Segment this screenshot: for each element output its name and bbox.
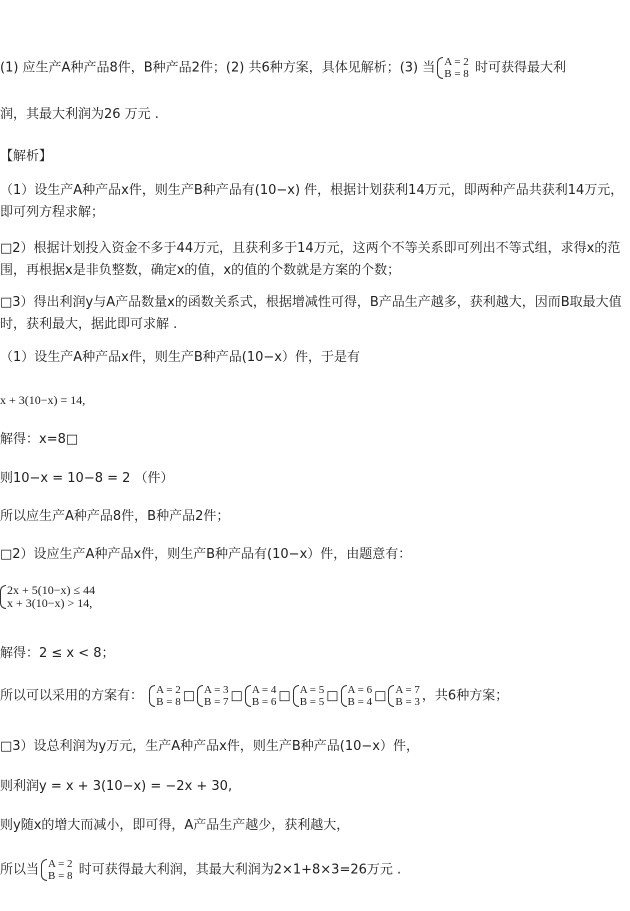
analysis-paragraph-3: □3）得出利润y与A产品数量x的函数关系式，根据增减性可得，B产品生产越多，获利越大，因而B取最大值时，获利最大，据此即可求解 . — [0, 295, 622, 332]
system-row: 2x + 5(10−x) ≤ 44 — [7, 583, 96, 597]
plan-system — [149, 684, 181, 708]
separator: □ — [182, 688, 195, 704]
analysis-paragraph-2: □2）根据计划投入资金不多于44万元，且获利多于14万元，这两个不等关系即可列出不等式组，求得x的范围，再根据x是非负整数，确定x的值，x的值的个数就是方案的个数； — [0, 241, 621, 278]
plans-tail: ，共6种方案； — [421, 688, 509, 704]
system-row: A = 5 — [299, 684, 325, 696]
plan-system — [197, 684, 229, 708]
conclusion-text: 所以当 — [0, 862, 40, 878]
sol3-conclusion — [0, 858, 401, 882]
sol1-solve: 解得：x=8□ — [0, 432, 79, 447]
system-row: B = 8 — [444, 68, 469, 80]
separator: □ — [326, 688, 339, 704]
plan-system — [245, 684, 277, 708]
system-row: A = 7 — [395, 684, 420, 696]
answer-text: (1) 应生产A种产品8件，B种产品2件；(2) 共6种方案，具体见解析；(3) 当 — [0, 60, 436, 76]
separator: □ — [230, 688, 243, 704]
separator: □ — [278, 688, 291, 704]
plan-system — [293, 684, 325, 708]
sol2-intro: □2）设应生产A种产品x件，则生产B种产品有(10−x）件，由题意有： — [0, 547, 412, 562]
sol2-solve: 解得：2 ≤ x < 8； — [0, 646, 115, 661]
system-row: x + 3(10−x) > 14, — [7, 596, 93, 610]
system-row: A = 4 — [251, 684, 277, 696]
analysis-paragraph-1: （1）设生产A种产品x件，则生产B种产品有(10−x) 件，根据计划获利14万元，即两种产品共获利14万元，即可列方程求解； — [0, 183, 624, 220]
system-row: A = 6 — [347, 684, 373, 696]
plans-label: 所以可以采用的方案有： — [0, 688, 144, 704]
system-row: B = 7 — [204, 696, 229, 708]
conclusion-system — [41, 858, 73, 882]
answer-system — [437, 56, 469, 80]
system-row: B = 5 — [299, 696, 325, 708]
system-row: A = 2 — [444, 56, 469, 68]
answer-line-1 — [0, 56, 566, 80]
system-row: B = 8 — [156, 696, 181, 708]
plan-system — [341, 684, 373, 708]
system-row: B = 4 — [347, 696, 373, 708]
system-row: B = 3 — [395, 696, 420, 708]
system-row: A = 3 — [204, 684, 229, 696]
sol2-inequality-system — [0, 584, 97, 610]
separator: □ — [374, 688, 387, 704]
answer-line-2: 润，其最大利润为26 万元 . — [0, 107, 159, 122]
system-row: B = 6 — [251, 696, 277, 708]
plan-system — [388, 684, 420, 708]
analysis-heading: 【解析】 — [0, 149, 53, 164]
answer-text-tail: 时可获得最大利 — [470, 60, 566, 76]
inequality-system — [0, 584, 95, 610]
system-row: A = 2 — [156, 684, 181, 696]
sol3-trend: 则y随x的增大而减小，即可得，A产品生产越少，获利越大， — [0, 818, 350, 833]
sol3-profit: 则利润y = x + 3(10−x) = −2x + 30, — [0, 779, 233, 794]
conclusion-text-tail: 时可获得最大利润，其最大利润为2×1+8×3=26万元 . — [74, 862, 402, 878]
sol1-equation: x + 3(10−x) = 14, — [0, 393, 86, 407]
system-row: A = 2 — [48, 858, 73, 870]
sol2-plans-line — [0, 684, 508, 708]
system-row: B = 8 — [48, 870, 73, 882]
sol1-conclusion: 所以应生产A种产品8件，B种产品2件； — [0, 509, 230, 524]
sol3-intro: □3）设总利润为y万元，生产A种产品x件，则生产B种产品(10−x）件， — [0, 739, 419, 754]
sol1-intro: （1）设生产A种产品x件，则生产B种产品(10−x）件，于是有 — [0, 350, 360, 365]
sol1-then: 则10−x = 10−8 = 2 （件） — [0, 471, 174, 486]
